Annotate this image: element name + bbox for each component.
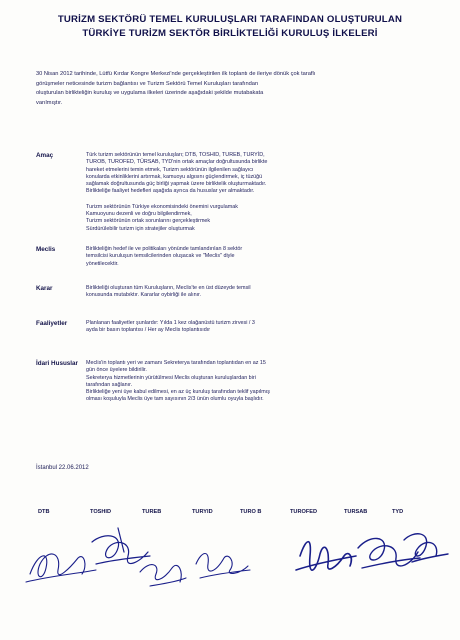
body-line: tarafından sağlanır. xyxy=(86,381,133,388)
signature-tyd xyxy=(404,534,448,562)
signatory-toshid: TOSHID xyxy=(90,509,112,515)
signatory-tyd: TYD xyxy=(392,509,404,515)
body-line: yönetilecektir. xyxy=(86,260,119,267)
body-line: Birlikteliğe faaliyet hedefleri aşağıda ayrıca da hususlar yer almaktadır. xyxy=(86,188,255,195)
document-title-line-1: TURİZM SEKTÖRÜ TEMEL KURULUŞLARI TARAFINDAN OLUŞTURULAN xyxy=(57,14,403,25)
body-line: Planlanan faaliyetler şunlardır: Yılda 1 kez olağanüstü turizm zirvesi / 3 xyxy=(86,320,255,326)
section-body-karar xyxy=(86,285,406,300)
signatory-dtb: DTB xyxy=(38,509,50,515)
body-line: Meclis'in toplantı yeri ve zamanı Sekreterya tarafından toplantıdan en az 15 xyxy=(86,360,266,366)
signature-toshid xyxy=(92,528,150,564)
body-line: Türk turizm sektörünün temel kuruluşları; DTB, TOSHID, TUREB, TURYİD, xyxy=(86,152,265,158)
signature-tursab xyxy=(358,538,420,568)
body-line: hareket etmelerini temin etmek, Turizm sektörünün ilgilenilen sağlayıcı xyxy=(86,166,254,173)
section-label-faaliyetler: Faaliyetler xyxy=(36,320,68,327)
place-and-date: İstanbul 22.06.2012 xyxy=(36,465,89,471)
signature-turyid xyxy=(196,554,250,579)
section-body-faaliyetler xyxy=(86,320,406,335)
intro-paragraph xyxy=(36,70,406,108)
section-body-meclis xyxy=(86,246,406,268)
body-line: konusunda mutabıktır. Kararlar oybirliği ile alınır. xyxy=(86,292,202,299)
document-title-line-2: TÜRKİYE TURİZM SEKTÖR BİRLİKTELİĞİ KURULUŞ İLKELERİ xyxy=(82,28,378,39)
body-line: TUROB, TUROFED, TÜRSAB, TYD'nin ortak amaçlar doğrultusunda birlikte xyxy=(86,159,268,166)
body-line: sağlamak doğrultusunda güç birliği yapmak üzere birliktelik oluşturmaktadır. xyxy=(86,181,267,188)
section-body-idari-hususlar xyxy=(86,360,406,404)
intro-line: oluşturulan birlikteliğin kuruluş ve uygulama ilkeleri üzerinde aşağıdaki şekilde mutabakata xyxy=(36,90,264,97)
section-label-karar: Karar xyxy=(36,285,53,292)
section-label-idari-hususlar: İdari Hususlar xyxy=(36,360,78,367)
signatory-turyid: TURYID xyxy=(192,509,213,515)
signature-tureb xyxy=(140,565,186,586)
body-line: Sürdürülebilir turizm için stratejiler oluşturmak xyxy=(86,225,195,232)
signature-turob xyxy=(296,542,356,570)
body-line: Kamuoyunu dezenli ve doğru bilgilendirmek, xyxy=(86,211,192,218)
body-line: olması koşuluyla Meclis üye tam sayısının 2/3 ünün olumlu oyuyla başlıdır. xyxy=(86,396,264,403)
signatory-turob: TURO B xyxy=(240,509,262,515)
body-line: Sekreterya hizmetlerinin yürütülmesi Meclis oluşturan kuruluşlardan biri xyxy=(86,374,256,381)
signatory-turofed: TUROFED xyxy=(290,509,318,515)
signature-dtb xyxy=(26,554,96,582)
signatory-tureb: TUREB xyxy=(142,509,162,515)
section-body-amac xyxy=(86,152,406,233)
intro-line: görüşmeler neticesinde turizm bağlantısı ve Turizm Sektörü Temel Kuruluşları tarafından xyxy=(36,80,259,87)
section-label-meclis: Meclis xyxy=(36,246,56,253)
body-line: Turizm sektörünün ortak sorunlarını gerçekleştirmek xyxy=(86,218,211,225)
body-line: Birlikteliği oluşturan tüm Kuruluşların, Meclis'te en üst düzeyde temsil xyxy=(86,285,251,291)
body-line: gün önce üyelere bildirilir. xyxy=(86,367,147,374)
signatory-tursab: TURSAB xyxy=(344,509,368,515)
body-line: Birlikteliğe yeni üye kabul edilmesi, en az üç kuruluş tarafından teklif yapılmış xyxy=(86,389,270,396)
intro-line: varılmıştır. xyxy=(36,99,63,106)
body-line: Birlikteliğin hedef ile ve politikaları yönünde tamlandırılan 8 sektör xyxy=(86,246,243,252)
body-line: konularda etkinliklerini artırmak, kamuoyu algısını güçlendirmek, iç tüzüğü xyxy=(86,173,263,180)
handwritten-signatures xyxy=(0,512,460,612)
section-label-amac: Amaç xyxy=(36,152,54,159)
body-line: Turizm sektörünün Türkiye ekonomisindeki önemini vurgulamak xyxy=(86,203,238,210)
intro-line: 30 Nisan 2012 tarihinde, Lütfü Kırdar Kongre Merkezi'nde gerçekleştirilen ilk toplantı de ileriye dönük çok taraflı xyxy=(36,71,316,77)
body-line: temsilcisi kuruluşun temsilcilerinden oluşacak ve "Meclis" diyle xyxy=(86,253,235,260)
body-line: ayda bir basın toplantısı / Her ay Meclis toplantısıdır xyxy=(86,327,211,334)
